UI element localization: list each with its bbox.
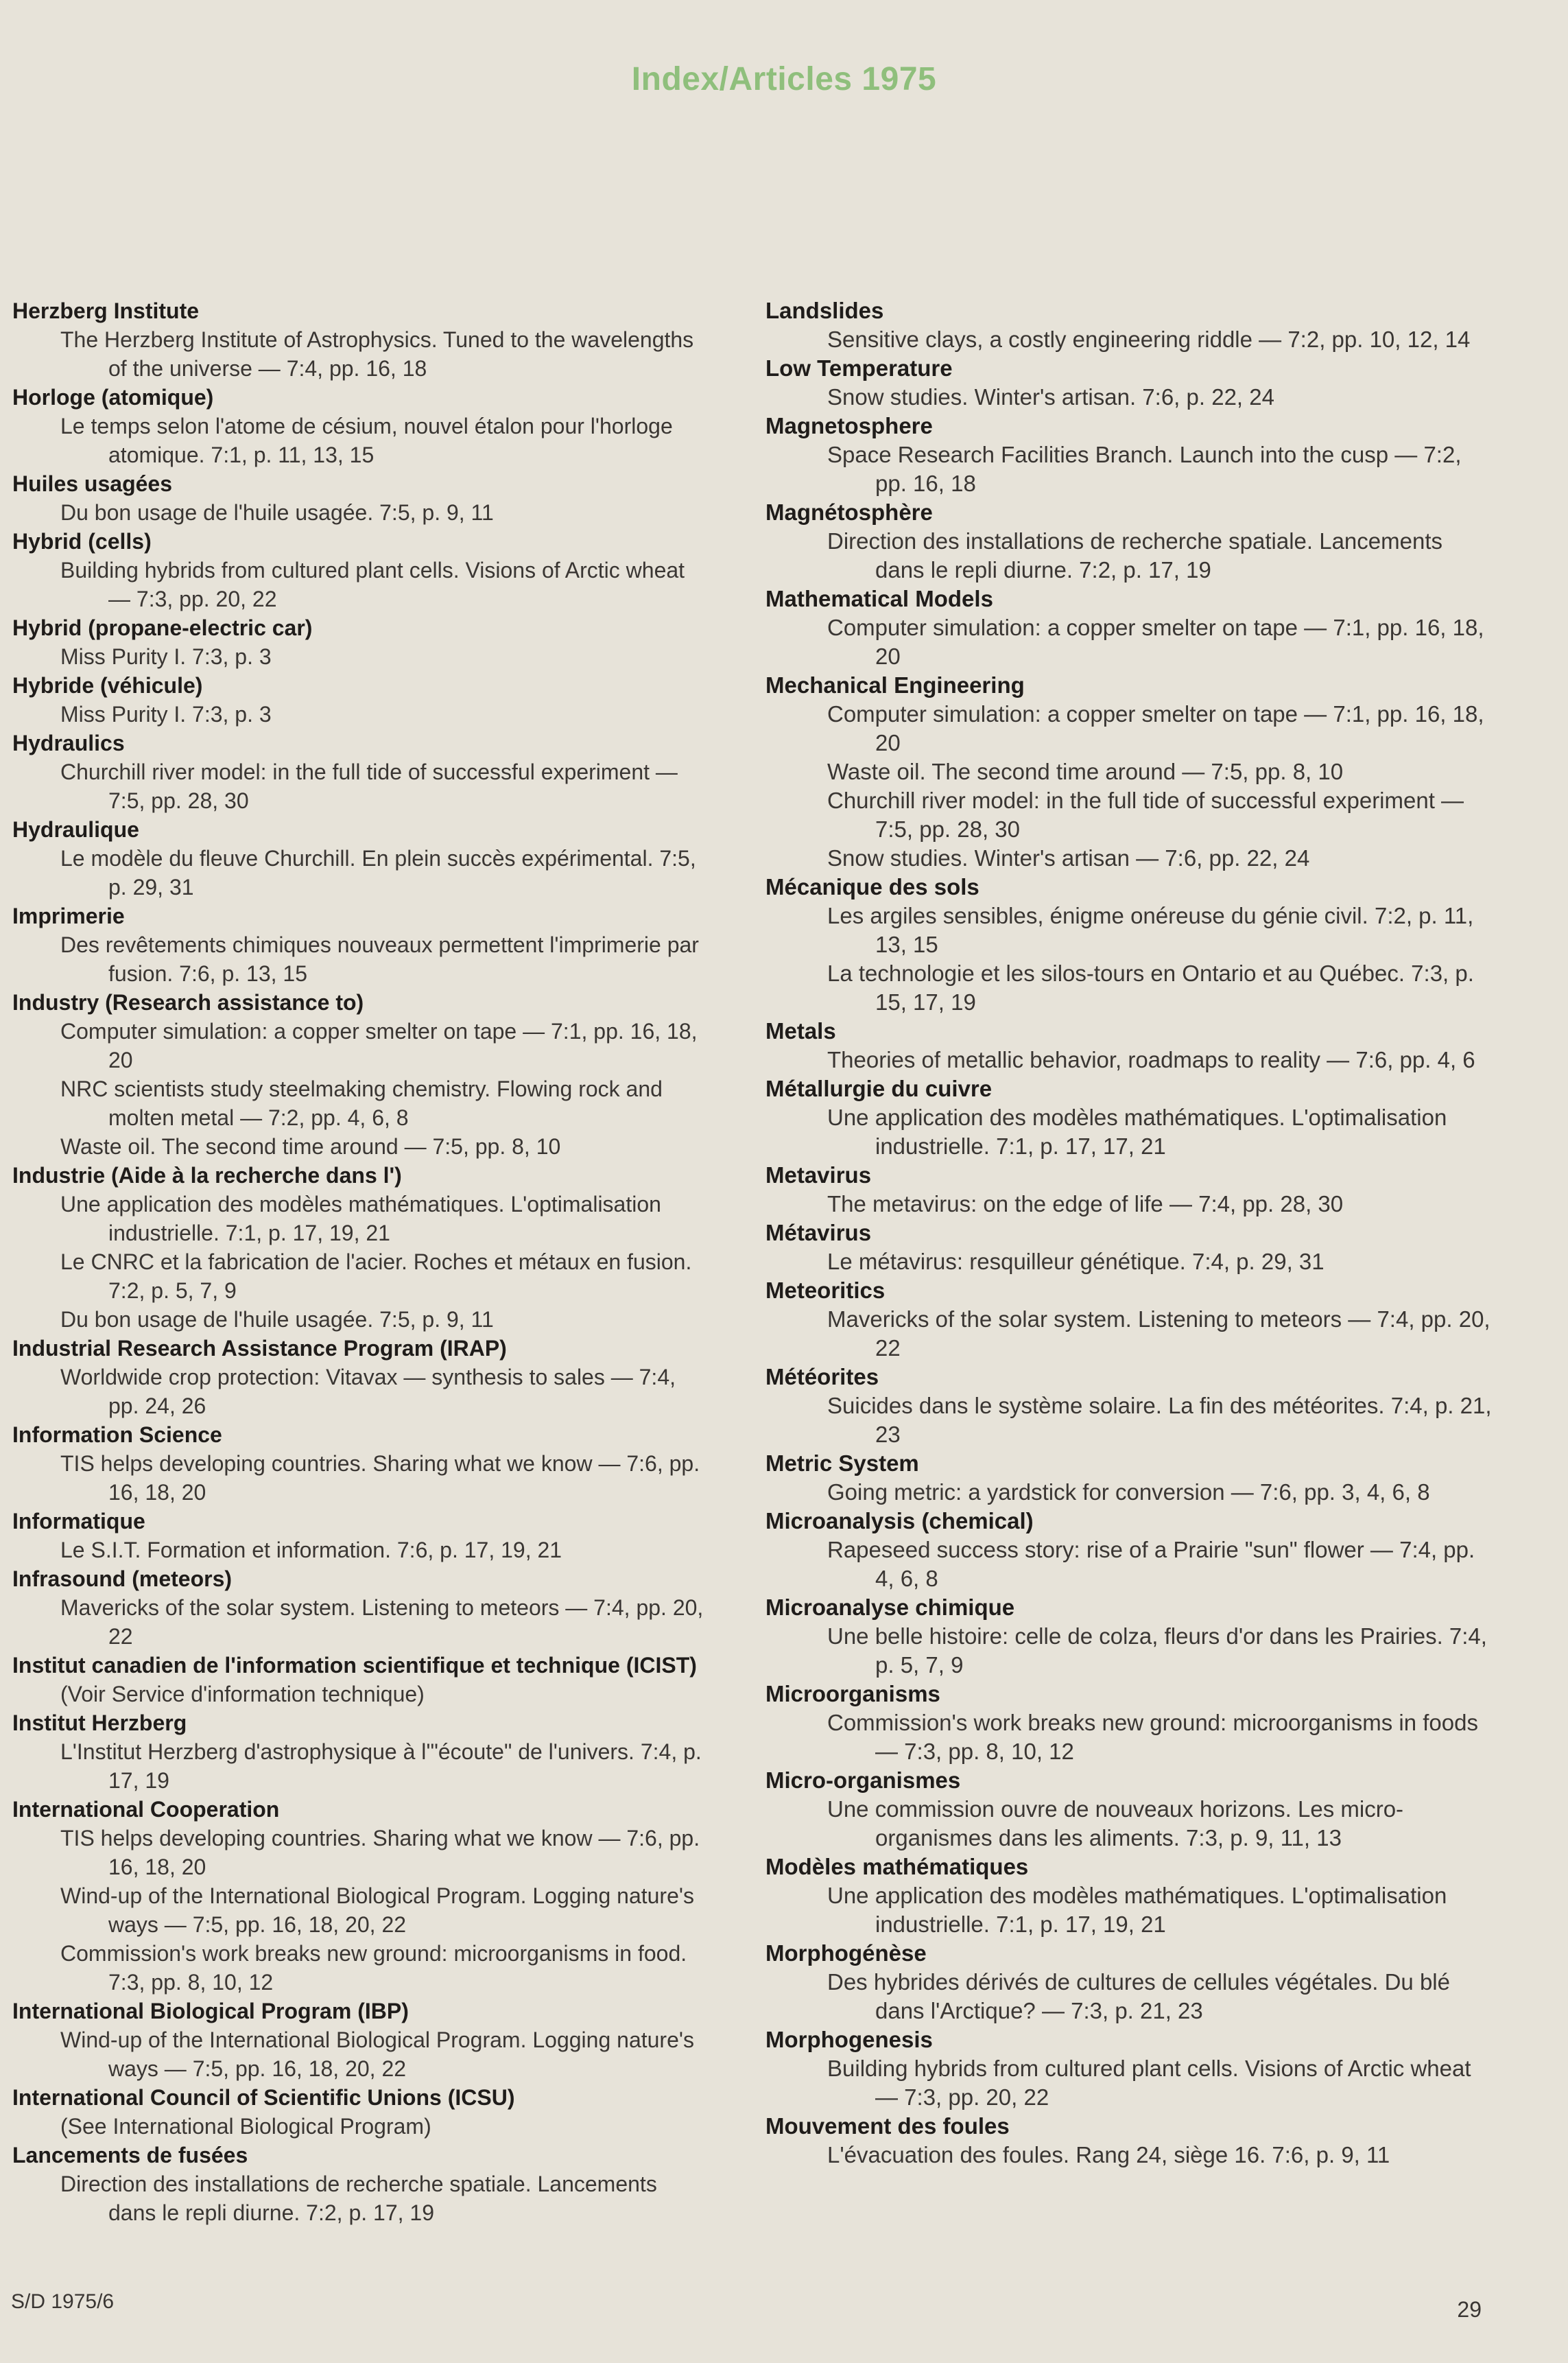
index-reference: Going metric: a yardstick for conversion — 7:6, pp. 3, 4, 6, 8 — [827, 1479, 1430, 1505]
index-reference: Miss Purity I. 7:3, p. 3 — [60, 644, 272, 669]
index-heading: Magnétosphère — [765, 499, 933, 525]
index-reference: Le temps selon l'atome de césium, nouvel étalon pour l'horloge atomique. 7:1, p. 11, 13, 15 — [60, 414, 673, 467]
index-entry — [12, 1161, 705, 1334]
index-entry — [12, 1334, 705, 1420]
index-entry — [765, 1593, 1493, 1680]
index-reference: Du bon usage de l'huile usagée. 7:5, p. 9, 11 — [60, 1307, 494, 1332]
index-entry — [765, 1276, 1493, 1363]
index-entry — [12, 815, 705, 902]
index-heading: Industrial Research Assistance Program (IRAP) — [12, 1336, 507, 1361]
index-entry — [12, 1708, 705, 1795]
index-entry — [12, 1651, 705, 1708]
index-heading: International Biological Program (IBP) — [12, 1999, 409, 2023]
index-entry — [12, 383, 705, 469]
index-heading: Metals — [765, 1018, 836, 1044]
index-heading: Lancements de fusées — [12, 2143, 248, 2167]
index-entry — [765, 2025, 1493, 2112]
index-entry — [765, 1853, 1493, 1939]
page-title: Index/Articles 1975 — [631, 61, 937, 97]
index-heading: International Council of Scientific Unions (ICSU) — [12, 2085, 515, 2110]
index-heading: Hybrid (cells) — [12, 529, 152, 554]
index-heading: Microanalyse chimique — [765, 1595, 1015, 1620]
index-heading: Horloge (atomique) — [12, 385, 214, 410]
index-reference: Wind-up of the International Biological Program. Logging nature's ways — 7:5, pp. 16, 18, 20, 22 — [60, 2027, 694, 2081]
index-heading: Meteoritics — [765, 1278, 886, 1303]
index-entry — [12, 296, 705, 383]
index-heading: Industry (Research assistance to) — [12, 990, 364, 1015]
index-entry — [765, 1219, 1493, 1276]
index-heading: Microanalysis (chemical) — [765, 1508, 1034, 1533]
index-reference: Les argiles sensibles, énigme onéreuse du génie civil. 7:2, p. 11, 13, 15 — [827, 903, 1474, 957]
index-entry — [765, 585, 1493, 671]
index-entry — [765, 498, 1493, 585]
index-reference: Commission's work breaks new ground: microorganisms in food. 7:3, pp. 8, 10, 12 — [60, 1941, 687, 1995]
index-reference: Direction des installations de recherche spatiale. Lancements dans le repli diurne. 7:2, p. 17, 19 — [60, 2172, 657, 2225]
index-reference: Churchill river model: in the full tide of successful experiment — 7:5, pp. 28, 30 — [827, 788, 1464, 842]
index-reference: The metavirus: on the edge of life — 7:4, pp. 28, 30 — [827, 1191, 1344, 1216]
index-reference: TIS helps developing countries. Sharing what we know — 7:6, pp. 16, 18, 20 — [60, 1826, 700, 1879]
index-entry — [12, 527, 705, 613]
index-heading: Mécanique des sols — [765, 874, 979, 900]
index-reference: NRC scientists study steelmaking chemistry. Flowing rock and molten metal — 7:2, pp. 4, 6, 8 — [60, 1077, 663, 1130]
index-entry — [765, 671, 1493, 873]
page-number: 29 — [1457, 2297, 1482, 2322]
index-reference: Une application des modèles mathématiques. L'optimalisation industrielle. 7:1, p. 17, 17, 21 — [827, 1105, 1447, 1159]
index-reference: Le CNRC et la fabrication de l'acier. Roches et métaux en fusion. 7:2, p. 5, 7, 9 — [60, 1249, 692, 1303]
index-reference: Mavericks of the solar system. Listening to meteors — 7:4, pp. 20, 22 — [60, 1595, 704, 1649]
index-reference: (See International Biological Program) — [60, 2114, 431, 2139]
index-entry — [765, 296, 1493, 354]
index-heading: Hydraulics — [12, 731, 125, 755]
index-heading: International Cooperation — [12, 1797, 280, 1822]
index-reference: Le modèle du fleuve Churchill. En plein succès expérimental. 7:5, p. 29, 31 — [60, 846, 696, 900]
index-reference: Du bon usage de l'huile usagée. 7:5, p. 9, 11 — [60, 500, 494, 525]
index-reference: Computer simulation: a copper smelter on tape — 7:1, pp. 16, 18, 20 — [827, 615, 1484, 669]
index-reference: Une belle histoire: celle de colza, fleurs d'or dans les Prairies. 7:4, p. 5, 7, 9 — [827, 1623, 1487, 1678]
index-heading: Microorganisms — [765, 1681, 940, 1706]
index-heading: Informatique — [12, 1509, 145, 1533]
index-entry — [765, 1766, 1493, 1853]
index-entry — [765, 1017, 1493, 1074]
index-reference: L'Institut Herzberg d'astrophysique à l'"écoute" de l'univers. 7:4, p. 17, 19 — [60, 1739, 702, 1793]
index-entry — [765, 354, 1493, 412]
index-reference: Le métavirus: resquilleur génétique. 7:4, p. 29, 31 — [827, 1249, 1325, 1274]
index-entry — [765, 1363, 1493, 1449]
index-reference: Une application des modèles mathématiques. L'optimalisation industrielle. 7:1, p. 17, 19, 21 — [827, 1883, 1447, 1937]
index-entry — [12, 613, 705, 671]
index-entry — [765, 2112, 1493, 2170]
index-reference: TIS helps developing countries. Sharing what we know — 7:6, pp. 16, 18, 20 — [60, 1451, 700, 1505]
index-entry — [12, 2141, 705, 2227]
index-heading: Modèles mathématiques — [765, 1854, 1029, 1879]
index-heading: Huiles usagées — [12, 471, 172, 496]
index-entry — [765, 1074, 1493, 1161]
index-entry — [765, 873, 1493, 1017]
index-entry — [765, 1507, 1493, 1593]
index-heading: Industrie (Aide à la recherche dans l') — [12, 1163, 402, 1188]
index-reference: Snow studies. Winter's artisan — 7:6, pp. 22, 24 — [827, 845, 1310, 871]
footer-code: S/D 1975/6 — [11, 2290, 115, 2313]
index-reference: Building hybrids from cultured plant cells. Visions of Arctic wheat — 7:3, pp. 20, 22 — [827, 2056, 1471, 2110]
index-entry — [765, 412, 1493, 498]
index-heading: Institut Herzberg — [12, 1710, 187, 1735]
index-entry — [12, 469, 705, 527]
index-reference: Building hybrids from cultured plant cells. Visions of Arctic wheat — 7:3, pp. 20, 22 — [60, 558, 685, 611]
index-reference: Sensitive clays, a costly engineering riddle — 7:2, pp. 10, 12, 14 — [827, 327, 1471, 352]
index-heading: Institut canadien de l'information scientifique et technique (ICIST) — [12, 1653, 697, 1678]
index-reference: Miss Purity I. 7:3, p. 3 — [60, 702, 272, 727]
index-reference: Computer simulation: a copper smelter on tape — 7:1, pp. 16, 18, 20 — [60, 1019, 698, 1072]
index-reference: Suicides dans le système solaire. La fin des météorites. 7:4, p. 21, 23 — [827, 1393, 1492, 1447]
index-reference: Waste oil. The second time around — 7:5, pp. 8, 10 — [827, 759, 1344, 784]
index-entry — [12, 988, 705, 1161]
index-reference: Theories of metallic behavior, roadmaps to reality — 7:6, pp. 4, 6 — [827, 1047, 1475, 1072]
index-entry — [12, 1795, 705, 1997]
index-entry — [12, 1997, 705, 2083]
index-column-right — [765, 296, 1493, 2170]
index-heading: Information Science — [12, 1422, 222, 1447]
index-entry — [12, 1564, 705, 1651]
index-reference: Direction des installations de recherche spatiale. Lancements dans le repli diurne. 7:2, p. 17, 19 — [827, 528, 1442, 583]
index-reference: Worldwide crop protection: Vitavax — synthesis to sales — 7:4, pp. 24, 26 — [60, 1365, 676, 1418]
index-heading: Hybrid (propane-electric car) — [12, 615, 313, 640]
index-heading: Metavirus — [765, 1162, 872, 1188]
index-reference: Le S.I.T. Formation et information. 7:6, p. 17, 19, 21 — [60, 1538, 562, 1562]
index-heading: Morphogénèse — [765, 1940, 927, 1966]
index-reference: Churchill river model: in the full tide of successful experiment — 7:5, pp. 28, 30 — [60, 760, 678, 813]
index-entry — [12, 671, 705, 729]
index-heading: Hybride (véhicule) — [12, 673, 203, 698]
index-entry — [12, 1420, 705, 1507]
index-heading: Landslides — [765, 298, 884, 323]
index-column-left — [12, 296, 705, 2227]
index-reference: La technologie et les silos-tours en Ontario et au Québec. 7:3, p. 15, 17, 19 — [827, 961, 1474, 1015]
index-entry — [765, 1939, 1493, 2025]
index-reference: Une commission ouvre de nouveaux horizons. Les micro-organismes dans les aliments. 7:3, p. 9, 11, 13 — [827, 1796, 1404, 1850]
index-entry — [12, 2083, 705, 2141]
index-reference: Commission's work breaks new ground: microorganisms in foods — 7:3, pp. 8, 10, 12 — [827, 1710, 1478, 1764]
index-reference: L'évacuation des foules. Rang 24, siège 16. 7:6, p. 9, 11 — [827, 2142, 1390, 2167]
index-heading: Micro-organismes — [765, 1767, 961, 1793]
index-heading: Météorites — [765, 1364, 879, 1389]
index-entry — [765, 1680, 1493, 1766]
index-entry — [765, 1449, 1493, 1507]
index-reference: Mavericks of the solar system. Listening to meteors — 7:4, pp. 20, 22 — [827, 1306, 1490, 1361]
index-reference: Space Research Facilities Branch. Launch into the cusp — 7:2, pp. 16, 18 — [827, 442, 1462, 496]
index-reference: Wind-up of the International Biological Program. Logging nature's ways — 7:5, pp. 16, 18, 20, 22 — [60, 1883, 694, 1937]
index-heading: Low Temperature — [765, 355, 953, 381]
index-reference: The Herzberg Institute of Astrophysics. Tuned to the wavelengths of the universe — 7:4, pp. 16, 18 — [60, 327, 694, 381]
index-reference: (Voir Service d'information technique) — [60, 1682, 425, 1706]
index-heading: Mouvement des foules — [765, 2113, 1010, 2139]
index-reference: Une application des modèles mathématiques. L'optimalisation industrielle. 7:1, p. 17, 19, 21 — [60, 1192, 661, 1245]
index-heading: Herzberg Institute — [12, 298, 200, 323]
index-entry — [12, 1507, 705, 1564]
index-reference: Des revêtements chimiques nouveaux permettent l'imprimerie par fusion. 7:6, p. 13, 15 — [60, 932, 699, 986]
index-heading: Metric System — [765, 1450, 919, 1476]
index-reference: Rapeseed success story: rise of a Prairie "sun" flower — 7:4, pp. 4, 6, 8 — [827, 1537, 1475, 1591]
index-heading: Métavirus — [765, 1220, 872, 1245]
index-heading: Morphogenesis — [765, 2027, 933, 2052]
index-heading: Métallurgie du cuivre — [765, 1076, 993, 1101]
index-heading: Hydraulique — [12, 817, 139, 842]
index-heading: Mechanical Engineering — [765, 672, 1025, 698]
index-heading: Mathematical Models — [765, 586, 993, 611]
index-reference: Snow studies. Winter's artisan. 7:6, p. 22, 24 — [827, 384, 1274, 410]
index-heading: Imprimerie — [12, 904, 125, 928]
index-heading: Magnetosphere — [765, 413, 933, 438]
index-reference: Des hybrides dérivés de cultures de cellules végétales. Du blé dans l'Arctique? — 7:3, p. 21, 23 — [827, 1969, 1450, 2023]
index-reference: Computer simulation: a copper smelter on tape — 7:1, pp. 16, 18, 20 — [827, 701, 1484, 755]
index-reference: Waste oil. The second time around — 7:5, pp. 8, 10 — [60, 1134, 561, 1159]
index-entry — [12, 902, 705, 988]
index-entry — [12, 729, 705, 815]
index-entry — [765, 1161, 1493, 1219]
index-heading: Infrasound (meteors) — [12, 1566, 233, 1591]
